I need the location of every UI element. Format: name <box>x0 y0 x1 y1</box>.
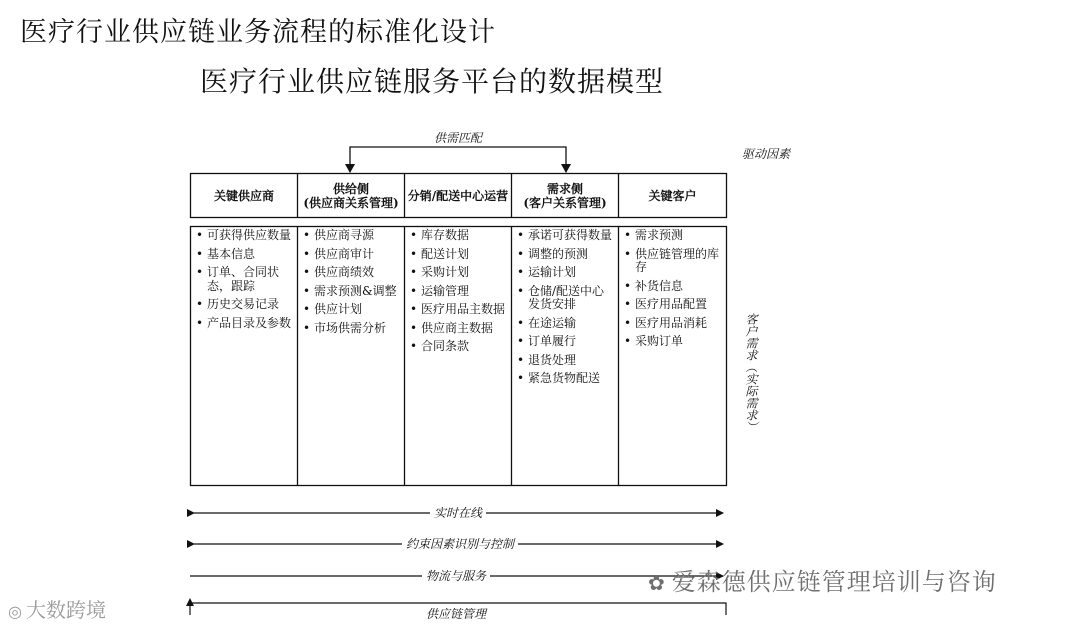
flow-realtime-label: 实时在线 <box>430 504 486 521</box>
list-item: • 需求预测 <box>621 229 721 243</box>
list-item: • 供应商寻源 <box>300 229 402 243</box>
list-item: • 供应商绩效 <box>300 266 402 280</box>
column-header-key-customers: 关键客户 <box>648 188 697 203</box>
column-header-key-suppliers: 关键供应商 <box>213 188 274 203</box>
list-item: • 运输计划 <box>514 266 612 280</box>
list-item: • 基本信息 <box>193 248 291 262</box>
list-item: • 医疗用品配置 <box>621 298 721 312</box>
logo-icon: ◎ <box>8 602 22 621</box>
wechat-icon: ✿ <box>648 571 666 595</box>
list-item: • 医疗用品消耗 <box>621 317 721 331</box>
list-item: • 紧急货物配送 <box>514 372 612 386</box>
list-item: • 库存数据 <box>407 229 505 243</box>
supply-demand-connector <box>350 147 566 172</box>
list-item: • 订单、合同状态，跟踪 <box>193 266 291 293</box>
page-subtitle: 医疗行业供应链服务平台的数据模型 <box>200 65 665 98</box>
column-header-demand-side: 需求侧 (客户关系管理) <box>523 181 607 210</box>
list-item: • 补货信息 <box>621 280 721 294</box>
list-item: • 医疗用品主数据 <box>407 303 505 317</box>
list-item: • 供应商审计 <box>300 248 402 262</box>
list-item: • 产品目录及参数 <box>193 317 291 331</box>
page-title: 医疗行业供应链业务流程的标准化设计 <box>20 17 496 48</box>
list-item: • 供应计划 <box>300 303 402 317</box>
customer-demand-label: 客户需求（实际需求） <box>744 313 758 433</box>
list-item: • 调整的预测 <box>514 248 612 262</box>
list-item: • 仓储/配送中心发货安排 <box>514 285 612 312</box>
column-header-supply-side: 供给侧 (供应商关系管理) <box>303 181 399 210</box>
column-body-distribution <box>407 229 505 359</box>
list-item: • 退货处理 <box>514 354 612 368</box>
column-body-key-suppliers <box>193 229 291 335</box>
list-item: • 运输管理 <box>407 285 505 299</box>
list-item: • 订单履行 <box>514 335 612 349</box>
list-item: • 可获得供应数量 <box>193 229 291 243</box>
list-item: • 供应商主数据 <box>407 322 505 336</box>
list-item: • 供应链管理的库存 <box>621 248 721 275</box>
flow-constraint-label: 约束因素识别与控制 <box>402 535 518 552</box>
list-item: • 合同条款 <box>407 340 505 354</box>
list-item: • 历史交易记录 <box>193 298 291 312</box>
list-item: • 在途运输 <box>514 317 612 331</box>
list-item: • 需求预测&调整 <box>300 285 402 299</box>
list-item: • 配送计划 <box>407 248 505 262</box>
list-item: • 市场供需分析 <box>300 322 402 336</box>
column-header-distribution: 分销/配送中心运营 <box>407 188 509 203</box>
column-body-supply-side <box>300 229 402 340</box>
watermark-left: ◎ 大数跨境 <box>8 598 106 622</box>
list-item: • 采购订单 <box>621 335 721 349</box>
column-body-demand-side <box>514 229 612 391</box>
list-item: • 承诺可获得数量 <box>514 229 612 243</box>
flow-logistics-label: 物流与服务 <box>422 567 490 584</box>
flow-scm-label: 供应链管理 <box>422 605 490 622</box>
supply-demand-label: 供需匹配 <box>434 131 483 145</box>
column-body-key-customers <box>621 229 721 354</box>
watermark-right: ✿ 爱森德供应链管理培训与咨询 <box>648 568 997 596</box>
driving-factors-label: 驱动因素 <box>742 147 791 161</box>
list-item: • 采购计划 <box>407 266 505 280</box>
